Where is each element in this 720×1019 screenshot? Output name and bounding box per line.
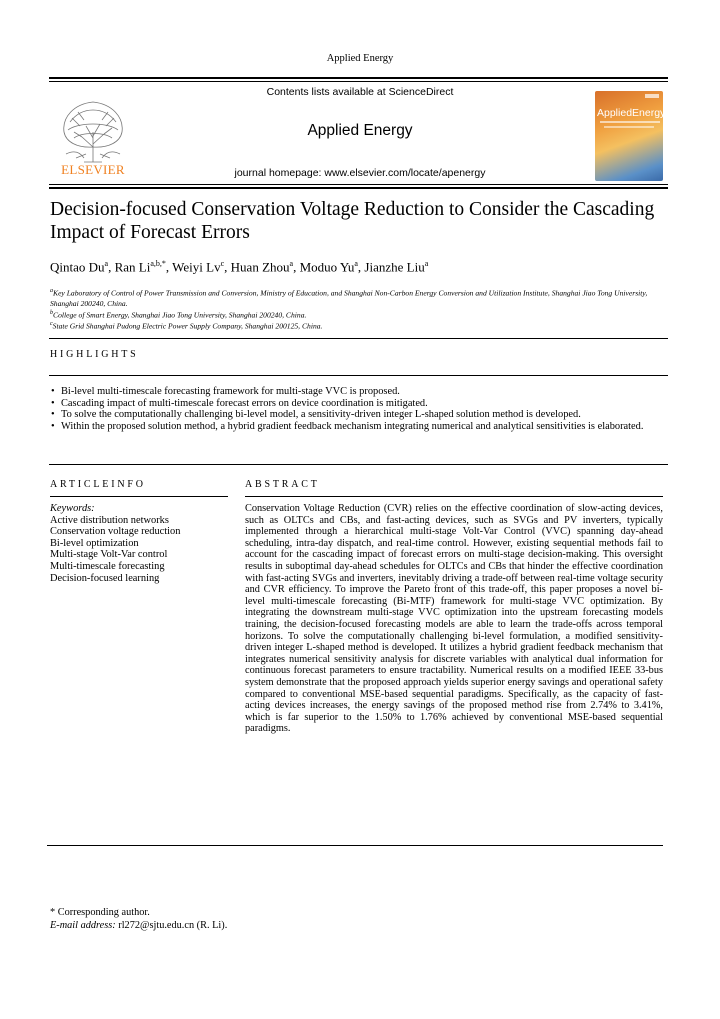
affiliation-sup: a — [50, 288, 53, 294]
keyword-item: Multi-stage Volt-Var control — [50, 549, 168, 561]
keyword-item: Active distribution networks — [50, 514, 169, 526]
affiliation-sup: c — [50, 321, 53, 327]
bullet-icon: • — [51, 420, 55, 432]
affiliation-text: Key Laboratory of Control of Power Transmission and Conversion, Ministry of Education, and Shanghai Non-Carbon Energy Conversion and Utilization Institute, Shanghai Jiao Tong University, Shanghai 200240, China. — [50, 288, 648, 308]
abstract-bottom-rule — [47, 845, 663, 846]
masthead-bottom-rule-thin — [49, 184, 668, 185]
author-name: Qintao Du — [50, 259, 105, 275]
abstract-rule — [245, 496, 663, 497]
journal-homepage: journal homepage: www.elsevier.com/locate/apenergy — [234, 167, 486, 179]
cover-subtitle-line — [604, 126, 654, 128]
masthead-top-rule-thin — [49, 81, 668, 82]
highlight-item: • To solve the computationally challenging bi-level model, a sensitivity-driven integer L-shaped solution method is developed. — [51, 409, 581, 421]
cover-title: AppliedEnergy — [597, 107, 666, 119]
highlights-rule — [49, 375, 668, 376]
keyword-item: Bi-level optimization — [50, 537, 139, 549]
author-name: Huan Zhou — [230, 259, 290, 275]
keywords-block — [50, 503, 230, 584]
highlight-item: • Within the proposed solution method, a hybrid gradient feedback mechanism integrating numerical and analytical sensitivities is elaborated. — [51, 420, 644, 432]
author-affil-sup: a — [104, 259, 109, 268]
author-affil-sup: c — [220, 259, 225, 268]
elsevier-wordmark: ELSEVIER — [61, 162, 125, 177]
affiliation-text: College of Smart Energy, Shanghai Jiao Tong University, Shanghai 200240, China. — [53, 310, 307, 320]
affiliation-sup: b — [50, 310, 53, 316]
bullet-icon: • — [51, 409, 55, 421]
contents-available-line: Contents lists available at ScienceDirect — [266, 86, 454, 98]
email-footnote — [50, 920, 450, 932]
keyword-item: Conservation voltage reduction — [50, 526, 181, 538]
author-affil-sup: a — [354, 259, 358, 268]
highlight-item: • Cascading impact of multi-timescale forecast errors on device coordination is mitigated. — [51, 397, 428, 409]
corresponding-author-note: * Corresponding author. — [50, 907, 150, 918]
bullet-icon: • — [51, 397, 55, 409]
author-name: Weiyi Lv — [172, 259, 221, 275]
keyword-item: Multi-timescale forecasting — [50, 560, 165, 572]
email-link[interactable]: rl272@sjtu.edu.cn (R. Li). — [118, 920, 228, 931]
author-list: Qintao Du$^a$, Ran $Li^{a,b,*}$, Weiyi Lv$^c$, Huan Zhou$^a$, Moduo Yu$^a$, Jianzhe Liu$^a$ — [50, 259, 429, 275]
journal-name: Applied Energy — [307, 122, 413, 139]
article-title: Decision-focused Conservation Voltage Reduction to Consider the Cascading Impact of Forecast Errors — [50, 199, 655, 243]
author-name: Jianzhe Liu — [364, 259, 425, 275]
highlights-heading: HIGHLIGHTS — [50, 349, 139, 360]
cover-subtitle-line — [600, 121, 660, 123]
affiliation — [50, 286, 670, 309]
article-info-heading: ARTICLEINFO — [50, 479, 146, 490]
highlights-top-rule — [49, 338, 668, 339]
highlights-list — [50, 386, 668, 432]
affiliation-text: State Grid Shanghai Pudong Electric Power Supply Company, Shanghai 200125, China. — [52, 321, 323, 331]
masthead-bottom-rule — [49, 187, 668, 189]
bullet-icon: • — [51, 386, 55, 397]
masthead-top-rule — [49, 77, 668, 79]
article-info-rule — [50, 496, 228, 497]
cover-tag-mark — [645, 94, 659, 98]
email-label: E-mail address: — [50, 920, 116, 931]
keywords-label: Keywords: — [50, 503, 95, 514]
author-affil-sup: a — [289, 259, 294, 268]
author-affil-sup: a — [424, 259, 429, 268]
highlight-item: • Bi-level multi-timescale forecasting framework for multi-stage VVC is proposed. — [51, 386, 400, 397]
abstract-heading: ABSTRACT — [245, 479, 320, 490]
highlights-bottom-rule — [49, 464, 668, 465]
running-journal-title: Applied Energy — [326, 53, 394, 64]
affiliation — [50, 319, 670, 332]
author-name: Moduo Yu — [299, 259, 355, 275]
journal-cover-image — [595, 91, 666, 181]
abstract-text: Conservation Voltage Reduction (CVR) relies on the effective coordination of slow-acting devices, such as OLTCs and CBs, and fast-acting devices, such as SVGs and PV inverters, typically implemented through a hierarchical multi-stage Volt-Var Control (VVC) spanning day-ahead scheduling, intra-day dispatch, and real-time control. However, existing sequential methods fail to account for the cascading impact of forecast errors on multi-stage decision-making. This oversight results in suboptimal day-ahead schedules for OLTCs and CBs that hinder the effective coordination with fast-acting SVGs and inverters, inevitably driving a trade-off between real-time voltage security and CVR efficiency. To improve the Pareto front of this trade-off, this paper proposes a novel bi-level multi-timescale forecasting (Bi-MTF) framework for multi-stage VVC optimization. By integrating the downstream multi-stage VVC optimization into the upstream forecasting models training, the decision-focused forecasting models are able to learn the trade-offs across temporal horizons. To solve the computationally challenging bi-level formulation, a modified sensitivity-driven integer L-shaped method is developed. It utilizes a hybrid gradient feedback mechanism that integrates numerical sensitivity analysis for discrete variables with analytical dual information for continuous forecast parameters to ensure tractability. Numerical results on a modified IEEE 33-bus system demonstrate that the proposed approach yields superior energy savings and operational safety compared to conventional MSE-based sequential paradigms. Specifically, as the capacity of fast-acting devices increases, the energy savings of the proposed method rise from 2.74% to 3.41%, which is far superior to the 1.50% to 1.76% achieved by conventional MSE-based sequential paradigms. — [245, 503, 663, 735]
keyword-item: Decision-focused learning — [50, 572, 160, 584]
author-name: Ran Li — [114, 259, 151, 275]
author-affil-sup: a,b,* — [150, 259, 166, 268]
